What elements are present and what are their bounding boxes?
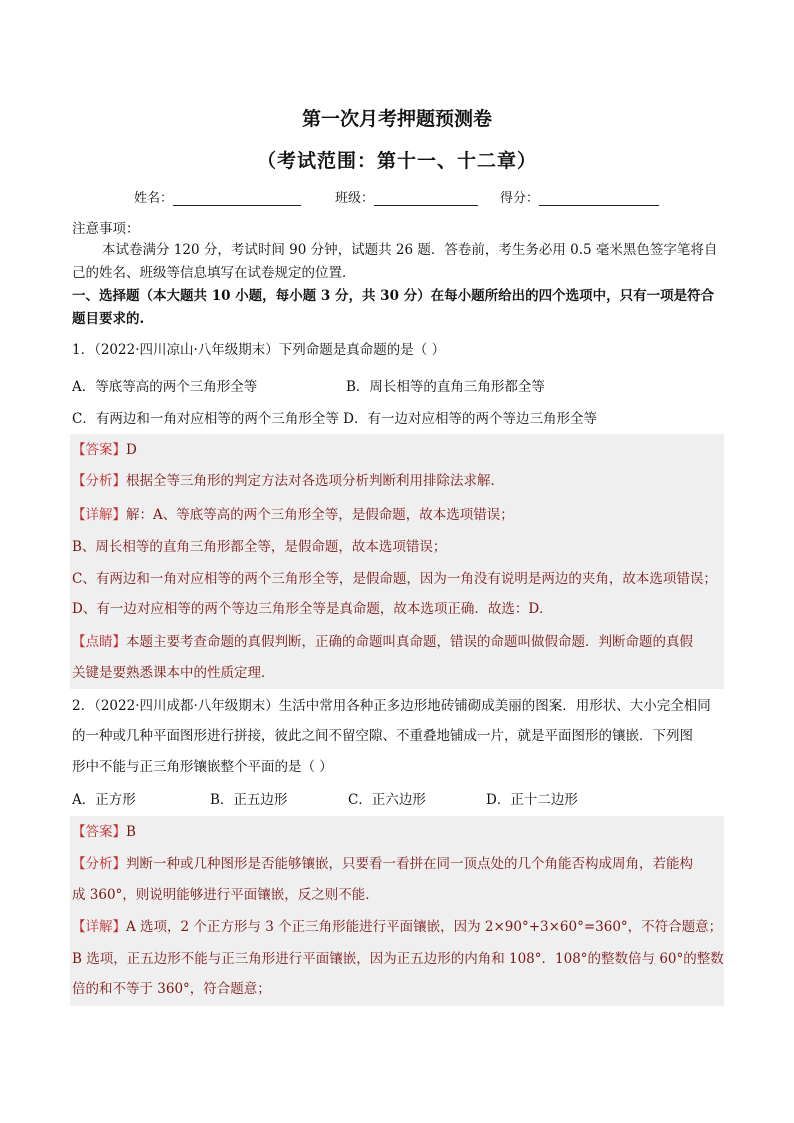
analysis-text: 判断一种或几种图形是否能够镶嵌，只要看一看拼在同一顶点处的几个角能否构成周角，若能构 [126,856,693,872]
score-field[interactable] [539,191,659,206]
detail-line: B 选项，正五边形不能与正三角形进行平面镶嵌，因为正五边形的内角和 108°．108°的整数倍与 60°的整数 [72,951,724,967]
option-c-d: C．有两边和一角对应相等的两个三角形全等 D．有一边对应相等的两个等边三角形全等 [72,411,597,427]
option-d: D．正十二边形 [486,792,578,808]
analysis-line: 成 360°，则说明能够进行平面镶嵌，反之则不能． [72,887,379,903]
answer-value: B [126,824,136,840]
notice-text: 己的姓名、班级等信息填写在试卷规定的位置． [72,265,356,281]
analysis-tag: 【分析】 [72,473,126,489]
question-stem: 的一种或几种平面图形进行拼接，彼此之间不留空隙、不重叠地铺成一片，就是平面图形的镶嵌．下列图 [72,728,693,744]
detail-line [72,918,724,936]
page-title: 第一次月考押题预测卷 [301,108,492,130]
question-stem: 1．（2022·四川凉山·八年级期末）下列命题是真命题的是（ ） [72,342,446,358]
answer-tag: 【答案】 [72,442,126,458]
answer-line [72,441,724,459]
detail-text: A 选项，2 个正方形与 3 个正三角形能进行平面镶嵌，因为 2×90°+3×60°=360°，不符合题意； [126,919,723,935]
detail-line: 倍的和不等于 360°，符合题意； [72,981,271,997]
section-heading: 题目要求的. [72,311,145,327]
answer-line [72,823,724,841]
section-heading: 一、选择题（本大题共 10 小题，每小题 3 分，共 30 分）在每小题所给出的四个选项中，只有一项是符合 [72,288,715,304]
comment-line: 关键是要熟悉课本中的性质定理． [72,665,275,681]
option-c: C．正六边形 [348,792,426,808]
detail-line: C、有两边和一角对应相等的两个三角形全等，是假命题，因为一角没有说明是两边的夹角，故本选项错误； [72,571,717,587]
analysis-line [72,472,724,490]
detail-tag: 【详解】 [72,507,126,523]
analysis-text: 根据全等三角形的判定方法对各选项分析判断利用排除法求解． [126,473,504,489]
option-b: B．周长相等的直角三角形都全等 [346,379,545,395]
score-label: 得分： [500,191,540,206]
analysis-line [72,855,724,873]
question-stem: 2．（2022·四川成都·八年级期末）生活中常用各种正多边形地砖铺砌成美丽的图案．用形状、大小完全相同 [72,698,711,714]
question-stem: 形中不能与正三角形镶嵌整个平面的是（ ） [72,759,333,775]
option-a: A．等底等高的两个三角形全等 [72,379,258,395]
detail-text: 解：A、等底等高的两个三角形全等，是假命题，故本选项错误； [126,507,514,523]
detail-line: D、有一边对应相等的两个等边三角形全等是真命题，故本选项正确．故选：D． [72,601,553,617]
answer-tag: 【答案】 [72,824,126,840]
analysis-tag: 【分析】 [72,856,126,872]
notice-text: 本试卷满分 120 分，考试时间 90 分钟，试题共 26 题．答卷前，考生务必用 0.5 毫米黑色签字笔将自 [102,242,718,258]
page-subtitle: （考试范围：第十一、十二章） [256,150,537,172]
notice-heading: 注意事项： [72,221,140,237]
name-label: 姓名： [134,191,174,206]
answer-value: D [126,442,137,458]
detail-tag: 【详解】 [72,919,126,935]
detail-line: B、周长相等的直角三角形都全等，是假命题，故本选项错误； [72,539,447,555]
solution-box [70,816,724,1006]
comment-text: 本题主要考查命题的真假判断，正确的命题叫真命题，错误的命题叫做假命题．判断命题的真假 [126,634,693,650]
student-info-row [134,187,659,206]
option-b: B．正五边形 [210,792,288,808]
name-field[interactable] [173,191,301,206]
class-label: 班级： [335,191,375,206]
comment-tag: 【点睛】 [72,634,126,650]
class-field[interactable] [374,191,478,206]
detail-line [72,506,724,524]
option-a: A．正方形 [72,792,136,808]
comment-line [72,633,724,651]
